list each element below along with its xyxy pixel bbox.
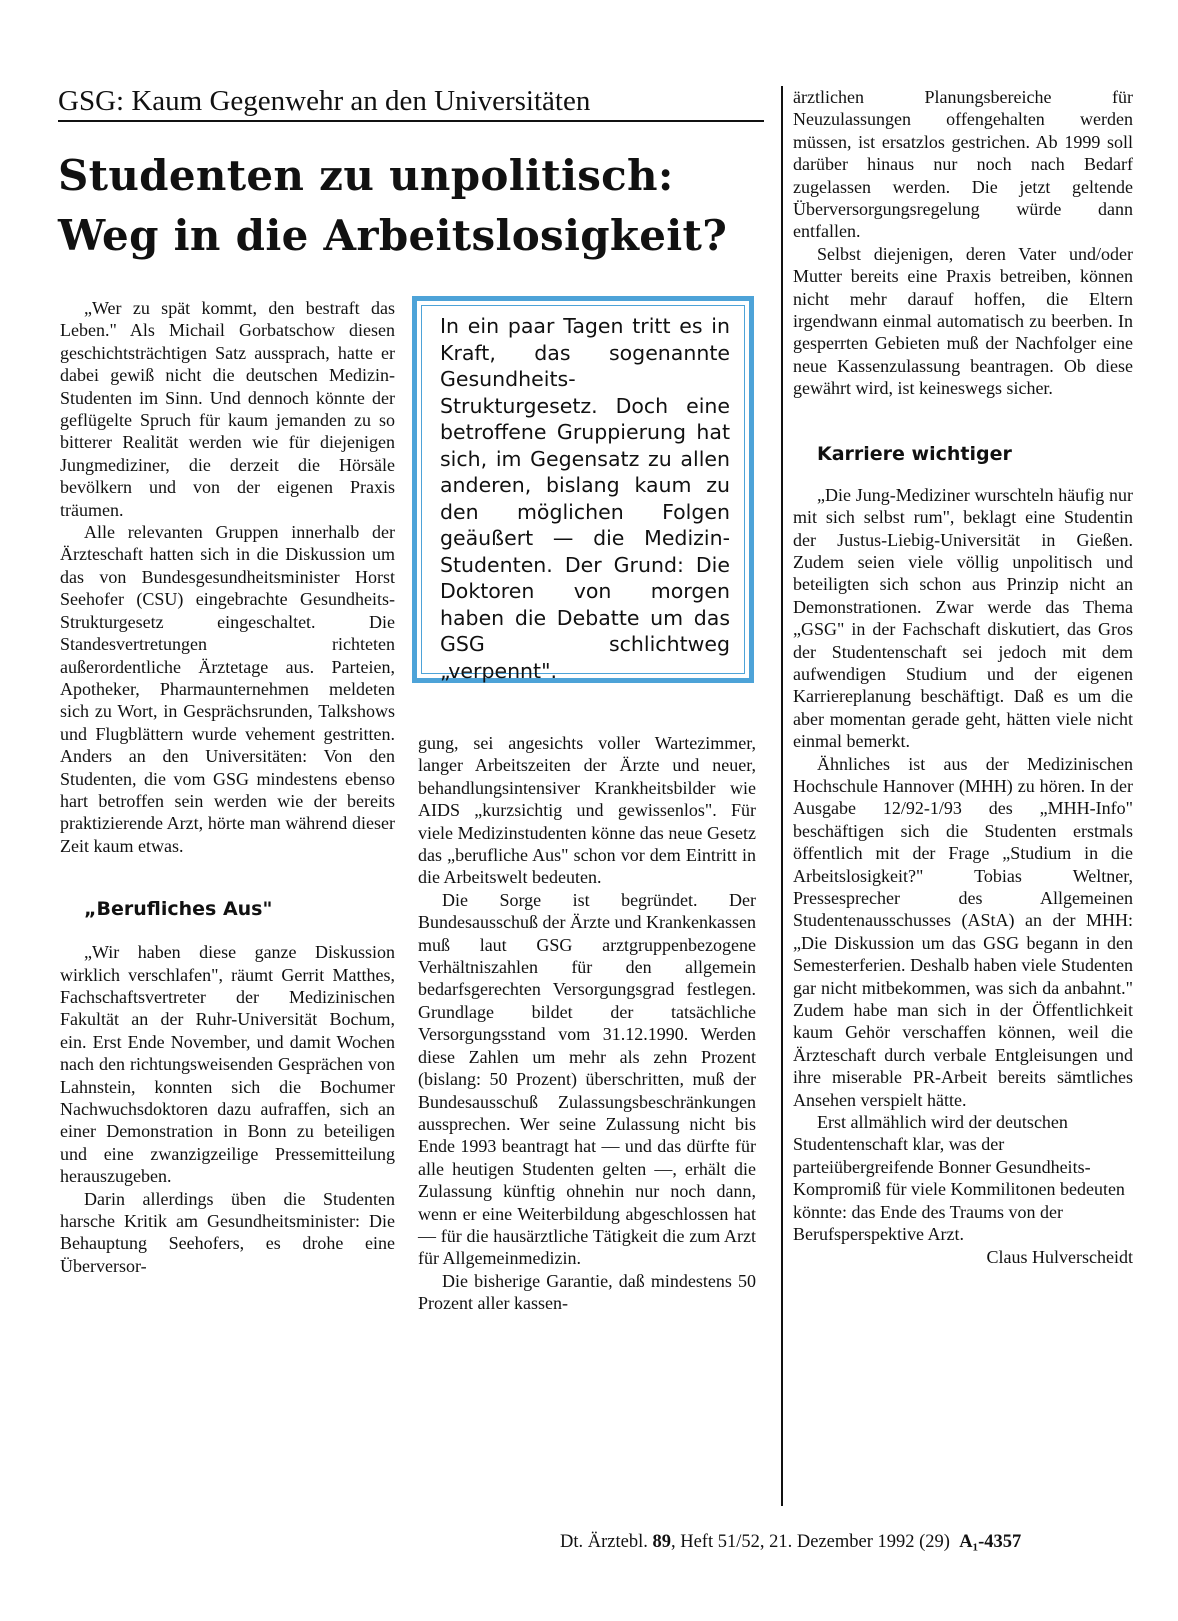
headline: Studenten zu unpolitisch: Weg in die Arbeitslosigkeit? <box>58 151 728 260</box>
paragraph: Selbst diejenigen, deren Vater und/oder Mutter bereits eine Praxis betreiben, können nicht mehr darauf hoffen, die Eltern irgendwann einmal automatisch zu beerben. In gesperrten Gebieten muß der Nachfolger eine neue Kassenzulassung beantragen. Ob diese gewährt wird, ist keineswegs sicher. <box>793 243 1133 399</box>
paragraph: „Wir haben diese ganze Diskussion wirklich verschlafen", räumt Gerrit Matthes, Fachschaftsvertreter der Medizinischen Fakultät an der Ruhr-Universität Bochum, ein. Erst Ende November, und damit Wochen nach den richtungsweisenden Gesprächen von Lahnstein, konnten sich die Bochumer Nachwuchsdoktoren dazu aufraffen, sich an einer Demonstration in Bonn zu beteiligen und eine zwanzigzeilige Pressemitteilung herauszugeben. <box>60 942 395 1187</box>
section-heading: Karriere wichtiger <box>817 442 1012 465</box>
page-number: A₁-4357 <box>959 1532 1022 1552</box>
column-1 <box>60 297 395 1277</box>
callout-text: In ein paar Tagen tritt es in Kraft, das sogenannte Gesundheits-Strukturgesetz. Doch eine betroffene Gruppierung hat sich, im Gegensatz zu allen anderen, bislang kaum zu den möglichen Folgen geäußert — die Medizin-Studenten. Der Grund: Die Doktoren von morgen haben die Debatte um das GSG schlichtweg „verpennt". <box>421 305 745 674</box>
paragraph: „Wer zu spät kommt, den bestraft das Leben." Als Michail Gorbatschow diesen geschichtsträchtigen Satz aussprach, hatte er dabei gewiß nicht die deutschen Medizin-Studenten im Sinn. Und dennoch könnte der geflügelte Spruch für kaum jemanden zu so bitterer Realität werden wie für diejenigen Jungmediziner, die derzeit die Hörsäle bevölkern und von der eigenen Praxis träumen. <box>60 298 395 520</box>
paragraph: ärztlichen Planungsbereiche für Neuzulassungen offengehalten werden müssen, ist ersatzlos gestrichen. Ab 1999 soll darüber hinaus nur noch nach Bedarf zugelassen werden. Die jetzt geltende Überversorgungsregelung würde dann entfallen. <box>793 87 1133 242</box>
callout-box <box>412 296 754 683</box>
author-name: Claus Hulverscheidt <box>986 1246 1133 1267</box>
column-2 <box>418 732 756 1315</box>
paragraph: Die Sorge ist begründet. Der Bundesausschuß der Ärzte und Krankenkassen muß laut GSG arztgruppenbezogene Verhältniszahlen für den allgemein bedarfsgerechten Versorgungsgrad festlegen. Grundlage bildet der tatsächliche Versorgungsstand vom 31.12.1990. Werden diese Zahlen um mehr als zehn Prozent (bislang: 50 Prozent) überschritten, muß der Bundesausschuß Zulassungsbeschränkungen aussprechen. Wer seine Zulassung nicht bis Ende 1993 beantragt hat — und das dürfte für alle heutigen Studenten gelten —, erhält die Zulassung künftig ohnehin nur noch dann, wenn er eine Weiterbildung abgeschlossen hat — für die hausärztliche Tätigkeit die zum Arzt für Allgemeinmedizin. <box>418 889 756 1269</box>
column-3 <box>793 86 1133 1268</box>
paragraph: Ähnliches ist aus der Medizinischen Hochschule Hannover (MHH) zu hören. In der Ausgabe 12/92-1/93 des „MHH-Info" beschäftigen sich die Studenten erstmals öffentlich mit der Frage „Studium in die Arbeitslosigkeit?" Tobias Weltner, Pressesprecher des Allgemeinen Studentenausschusses (AStA) an der MHH: „Die Diskussion um das GSG begann in den Semesterferien. Deshalb haben viele Studenten gar nicht mitbekommen, was sich da anbahnt." Zudem habe man sich in der Öffentlichkeit kaum Gehör verschaffen können, weil die Ärzteschaft durch verbale Entgleisungen und ihre miserable PR-Arbeit bereits sämtliches Ansehen verspielt hätte. <box>793 753 1133 1110</box>
paragraph: gung, sei angesichts voller Wartezimmer, langer Arbeitszeiten der Ärzte und neuer, behandlungsintensiver Krankheitsbilder wie AIDS „kurzsichtig und gewissenlos". Für viele Medizinstudenten könne das neue Gesetz das „berufliche Aus" schon vor dem Eintritt in die Arbeitswelt bedeuten. <box>418 733 756 888</box>
paragraph-text: Erst allmählich wird der deutschen Studentenschaft klar, was der parteiübergreifende Bonner Gesundheits-Kompromiß für viele Kommilitonen bedeuten könnte: das Ende des Traums von der Berufsperspektive Arzt. <box>793 1112 1125 1245</box>
paragraph: Alle relevanten Gruppen innerhalb der Ärzteschaft hatten sich in die Diskussion um das von Bundesgesundheitsminister Horst Seehofer (CSU) eingebrachte Gesundheits-Strukturgesetz eingeschaltet. Die Standesvertretungen richteten außerordentliche Ärztetage aus. Parteien, Apotheker, Pharmaunternehmen meldeten sich zu Wort, in Gesprächsrunden, Talkshows und Flugblättern wurde vehement gestritten. Anders an den Universitäten: Von den Studenten, die vom GSG mindestens ebenso hart betroffen sein werden wie der bereits praktizierende Arzt, hörte man während dieser Zeit kaum etwas. <box>60 522 395 856</box>
journal-issue: , Heft 51/52, 21. Dezember 1992 (29) <box>670 1532 950 1552</box>
paragraph: „Die Jung-Mediziner wurschteln häufig nur mit sich selbst rum", beklagt eine Studentin der Justus-Liebig-Universität in Gießen. Zudem seien viele völlig unpolitisch und beteiligten sich schon aus Prinzip nicht an Demonstrationen. Zwar werde das Thema „GSG" in der Fachschaft diskutiert, das Gros der Studentenschaft sei jedoch mit dem aufwendigen Studium und der eigenen Karriereplanung beschäftigt. Daß es um die aber momentan gerade geht, hätten viele nicht einmal bemerkt. <box>793 484 1133 752</box>
footer-citation <box>560 1532 1138 1553</box>
paragraph: Darin allerdings üben die Studenten harsche Kritik am Gesundheitsminister: Die Behauptung Seehofers, es drohe eine Überversor- <box>60 1188 395 1276</box>
journal-name: Dt. Ärztebl. <box>560 1532 648 1552</box>
column-divider <box>781 86 783 1506</box>
journal-volume: 89 <box>652 1532 671 1552</box>
paragraph: Die bisherige Garantie, daß mindestens 50 Prozent aller kassen- <box>418 1270 756 1314</box>
paragraph <box>793 1111 1133 1267</box>
section-heading: „Berufliches Aus" <box>84 898 273 921</box>
kicker-line: GSG: Kaum Gegenwehr an den Universitäten <box>58 84 764 122</box>
